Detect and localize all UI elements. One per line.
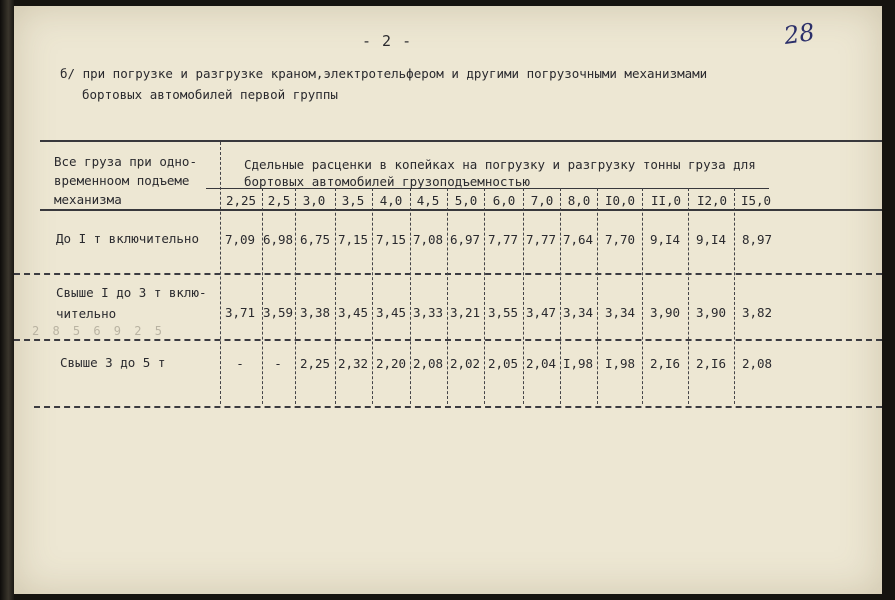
column-line — [597, 188, 598, 404]
rate-cell: 3,38 — [299, 305, 331, 320]
rate-cell: I,98 — [562, 356, 594, 371]
rate-cell: 2,05 — [487, 356, 519, 371]
rate-cell: 9,I4 — [649, 232, 681, 247]
rate-cell: 6,75 — [299, 232, 331, 247]
capacity-header: I2,0 — [696, 193, 728, 208]
header-rates-line: бортовых автомобилей грузоподъемностью — [244, 174, 530, 189]
rate-cell: 7,08 — [412, 232, 444, 247]
row-label-line: чительно — [56, 306, 117, 321]
rate-cell: 7,09 — [224, 232, 256, 247]
column-line — [262, 188, 263, 404]
rate-cell: 7,64 — [562, 232, 594, 247]
rate-cell: 3,34 — [562, 305, 594, 320]
row-divider-1 — [14, 273, 882, 275]
rate-cell: 3,45 — [375, 305, 407, 320]
rate-cell: 3,82 — [741, 305, 773, 320]
rate-cell: 7,77 — [525, 232, 557, 247]
rate-cell: 7,15 — [337, 232, 369, 247]
rate-cell: 2,02 — [449, 356, 481, 371]
capacity-header: 3,0 — [302, 193, 326, 208]
column-line — [688, 188, 689, 404]
row-label — [56, 282, 207, 324]
capacity-header: 5,0 — [454, 193, 478, 208]
column-line — [372, 188, 373, 404]
row-label: До I т включительно — [56, 231, 199, 246]
rate-cell: 2,25 — [299, 356, 331, 371]
capacity-header: 8,0 — [567, 193, 591, 208]
capacity-header: 4,5 — [416, 193, 440, 208]
capacity-header: I5,0 — [740, 193, 772, 208]
section-heading — [60, 63, 707, 105]
column-line — [523, 188, 524, 404]
rate-cell: 2,08 — [741, 356, 773, 371]
rate-cell: 3,33 — [412, 305, 444, 320]
heading-line-1: б/ при погрузке и разгрузке краном,электротельфером и другими погрузочными механизмами — [60, 66, 708, 81]
capacity-header: 2,25 — [225, 193, 257, 208]
rate-cell: 2,20 — [375, 356, 407, 371]
page-number: - 2 - — [362, 32, 413, 50]
table-bottom-rule — [34, 406, 882, 408]
archive-number: 28 — [782, 18, 817, 50]
rate-cell: 9,I4 — [695, 232, 727, 247]
scan-edge — [0, 0, 14, 600]
capacity-header: 7,0 — [530, 193, 554, 208]
rate-cell: 3,90 — [649, 305, 681, 320]
rate-cell: 7,70 — [604, 232, 636, 247]
table-top-rule — [40, 140, 882, 142]
column-line — [410, 188, 411, 404]
column-line — [642, 188, 643, 404]
rate-cell: 3,47 — [525, 305, 557, 320]
header-cargo-line: временноом подъеме — [54, 173, 190, 188]
capacity-header: II,0 — [650, 193, 682, 208]
row-label-line: Свыше I до 3 т вклю- — [56, 285, 207, 300]
capacity-header: I0,0 — [604, 193, 636, 208]
column-line — [295, 188, 296, 404]
column-line — [734, 188, 735, 404]
header-cargo-line: механизма — [54, 192, 122, 207]
header-rates-title — [244, 156, 756, 190]
rate-cell: 6,98 — [262, 232, 294, 247]
rate-cell: 3,90 — [695, 305, 727, 320]
rate-cell: 7,77 — [487, 232, 519, 247]
rate-cell: 3,34 — [604, 305, 636, 320]
capacity-header: 3,5 — [341, 193, 365, 208]
rate-cell: 3,45 — [337, 305, 369, 320]
rate-cell: - — [236, 356, 244, 371]
rate-cell: - — [274, 356, 282, 371]
column-line — [484, 188, 485, 404]
rate-cell: 6,97 — [449, 232, 481, 247]
bleed-through-mark: 2 8 5 6 9 2 5 — [32, 324, 165, 338]
rate-cell: 8,97 — [741, 232, 773, 247]
rate-cell: 2,08 — [412, 356, 444, 371]
header-cargo-column — [54, 152, 197, 209]
rate-cell: 3,59 — [262, 305, 294, 320]
rate-cell: I,98 — [604, 356, 636, 371]
rate-cell: 7,15 — [375, 232, 407, 247]
header-cargo-line: Все груза при одно- — [54, 154, 197, 169]
header-bottom-rule — [40, 209, 882, 211]
rate-cell: 3,71 — [224, 305, 256, 320]
rate-cell: 2,I6 — [695, 356, 727, 371]
capacity-header: 2,5 — [267, 193, 291, 208]
header-rates-line: Сдельные расценки в копейках на погрузку и разгрузку тонны груза для — [244, 157, 756, 172]
row-label: Свыше 3 до 5 т — [60, 355, 166, 370]
capacity-header: 6,0 — [492, 193, 516, 208]
column-line — [447, 188, 448, 404]
column-line — [560, 188, 561, 404]
rate-cell: 2,04 — [525, 356, 557, 371]
rate-cell: 3,55 — [487, 305, 519, 320]
rate-cell: 2,32 — [337, 356, 369, 371]
capacity-header: 4,0 — [379, 193, 403, 208]
document-page — [14, 6, 882, 594]
column-line — [335, 188, 336, 404]
rate-cell: 2,I6 — [649, 356, 681, 371]
rate-cell: 3,21 — [449, 305, 481, 320]
row-divider-2 — [14, 339, 882, 341]
heading-line-2: бортовых автомобилей первой группы — [82, 87, 338, 102]
